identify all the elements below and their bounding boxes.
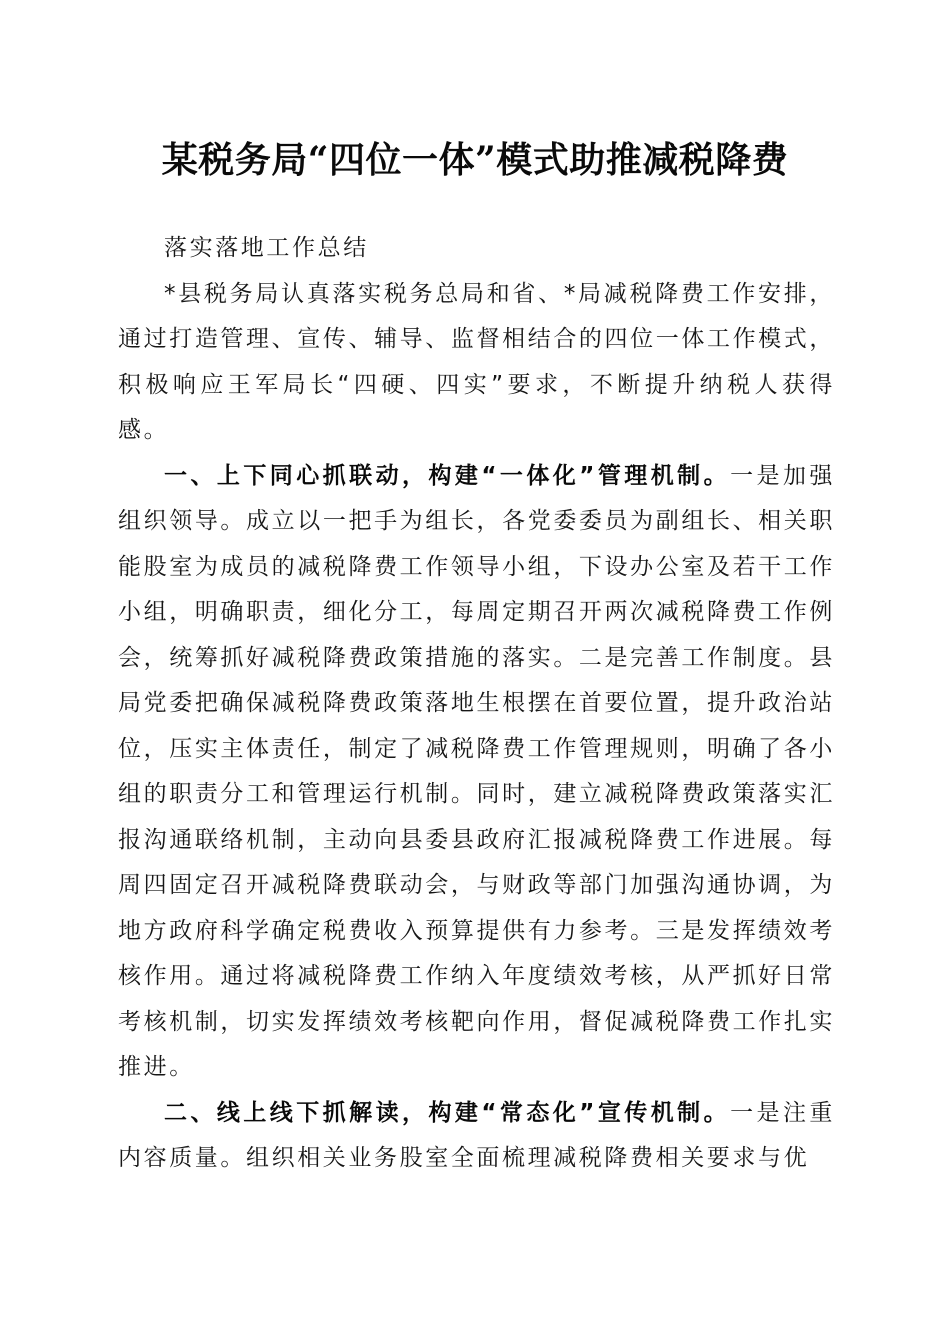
section-paragraph-2 [118, 1091, 835, 1182]
section-text-1: 一是加强组织领导。成立以一把手为组长，各党委委员为副组长、相关职能股室为成员的减税降费工作领导小组，下设办公室及若干工作小组，明确职责，细化分工，每周定期召开两次减税降费工作例会，统筹抓好减税降费政策措施的落实。二是完善工作制度。县局党委把确保减税降费政策落地生根摆在首要位置，提升政治站位，压实主体责任，制定了减税降费工作管理规则，明确了各小组的职责分工和管理运行机制。同时，建立减税降费政策落实汇报沟通联络机制，主动向县委县政府汇报减税降费工作进展。每周四固定召开减税降费联动会，与财政等部门加强沟通协调，为地方政府科学确定税费收入预算提供有力参考。三是发挥绩效考核作用。通过将减税降费工作纳入年度绩效考核，从严抓好日常考核机制，切实发挥绩效考核靶向作用，督促减税降费工作扎实推进。 [118, 462, 836, 1080]
section-heading-1: 一、上下同心抓联动，构建“一体化”管理机制。 [164, 462, 731, 489]
document-subtitle: 落实落地工作总结 [164, 235, 369, 261]
document-title: 某税务局“四位一体”模式助推减税降费 [161, 139, 789, 181]
document-body [118, 226, 835, 1182]
section-heading-2: 二、线上线下抓解读，构建“常态化”宣传机制。 [164, 1099, 731, 1126]
section-text-2: 一是注重内容质量。组织相关业务股室全面梳理减税降费相关要求与优 [118, 1099, 836, 1171]
section-paragraph-1 [118, 454, 835, 1091]
intro-paragraph: *县税务局认真落实税务总局和省、*局减税降费工作安排，通过打造管理、宣传、辅导、监督相结合的四位一体工作模式，积极响应王军局长“四硬、四实”要求，不断提升纳税人获得感。 [118, 280, 835, 443]
